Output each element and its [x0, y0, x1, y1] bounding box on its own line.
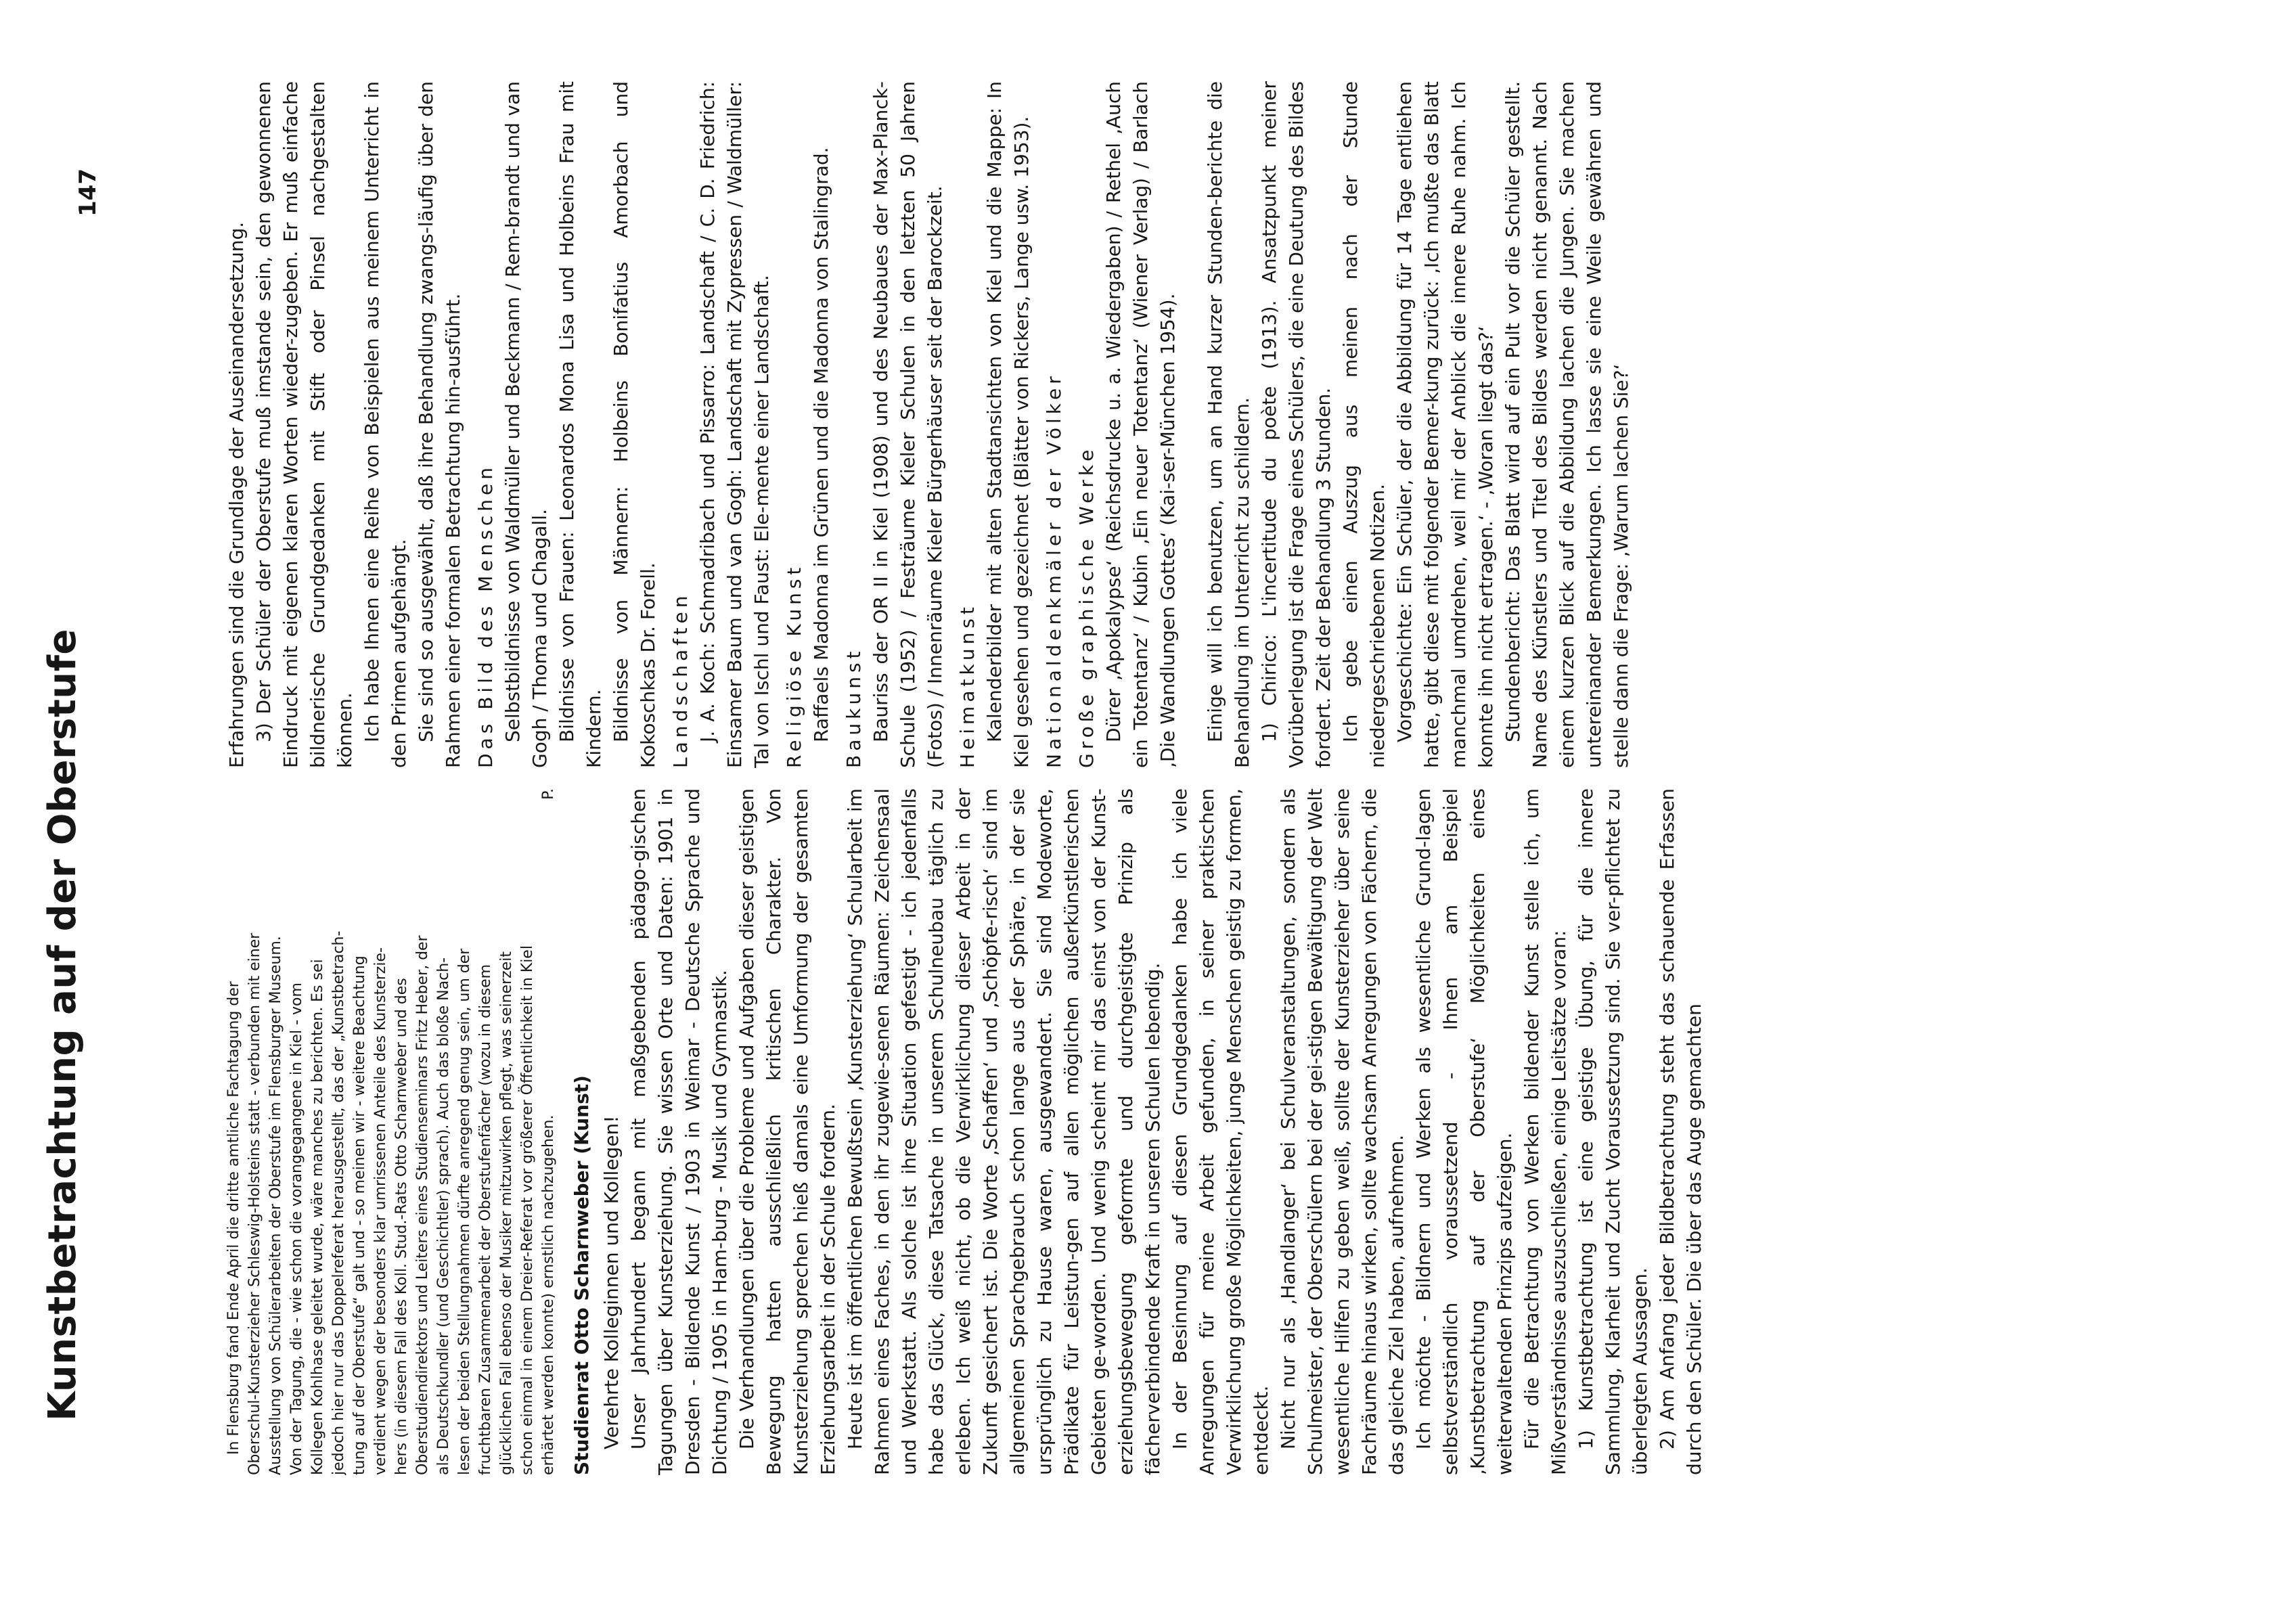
paragraph: Stundenbericht: Das Blatt wird auf ein Pult vor die Schüler gestellt. Name des Künstlers und Titel des Bildes werden nicht genannt. Nach einem kurzen Blick auf die Abbildung lachen die Jungen. Sie machen untereinander Bemerkungen. Ich lasse sie eine Weile gewähren und stelle dann die Frage: ‚Warum lachen Sie?‘	[1502, 81, 1632, 768]
paragraph: Ich möchte - Bildnern und Werken als wesentliche Grund-lagen selbstverständlich voraussetzend - Ihnen am Beispiel ‚Kunstbetrachtung auf der Oberstufe‘ Möglichkeiten eines weiterwaltenden Prinzips aufzeigen.	[1412, 788, 1516, 1475]
paragraph: Bauriss der OR II in Kiel (1908) und des Neubaues der Max-Planck-Schule (1952) / Festräume Kieler Schulen in den letzten 50 Jahren (Fotos) / Innenräume Kieler Bürgerhäuser seit der Barockzeit.	[870, 81, 946, 768]
intro-signature: P.	[540, 788, 557, 800]
paragraph: Bildnisse von Frauen: Leonardos Mona Lisa und Holbeins Frau mit Kindern.	[556, 81, 605, 768]
intro-note-line: fruchtbaren Zusammenarbeit der Oberstufenfächer (wozu in diesem	[477, 964, 494, 1475]
speaker-heading: Studienrat Otto Scharnweber (Kunst)	[570, 1075, 593, 1475]
paragraph: Heute ist im öffentlichen Bewußtsein ‚Kunsterziehung‘ Schularbeit im Rahmen eines Faches, in den ihr zugewie-senen Räumen: Zeichensaal und Werkstatt. Als solche ist ihre Situation gefestigt - ich jedenfalls habe das Glück, diese Tatsache in unserem Schulneubau täglich zu erleben. Ich weiß nicht, ob die Verwirklichung dieser Arbeit in der Zukunft gesichert ist. Die Worte ‚Schaffen‘ und ‚Schöpfe-risch‘ sind im allgemeinen Sprachgebrauch schon lange aus der Sphäre, in der sie ursprünglich zu Hause waren, ausgewandert. Sie sind Modeworte, Prädikate für Leistun-gen auf allen möglichen außerkünstlerischen Gebieten ge-worden. Und wenig scheint mir das einst von der Kunst-erziehungsbewegung geformte und durchgeistigte Prinzip als fächerverbindende Kraft in unseren Schulen lebendig.	[844, 788, 1164, 1475]
paragraph: J. A. Koch: Schmadribach und Pissarro: Landschaft / C. D. Friedrich: Einsamer Baum und van Gogh: Landschaft mit Zypressen / Waldmüller: Tal von Ischl und Faust: Ele-mente einer Landschaft.	[696, 81, 773, 768]
paragraph: Unser Jahrhundert begann mit maßgebenden pädago-gischen Tagungen über Kunsterziehung. Sie wissen Orte und Daten: 1901 in Dresden - Bildende Kunst / 1903 in Weimar - Deutsche Sprache und Dichtung / 1905 in Ham-burg - Musik und Gymnastik.	[627, 788, 731, 1475]
intro-note-line: tung auf der Oberstufe“ galt und - so meinen wir - weitere Beachtung	[351, 955, 368, 1475]
intro-note-line: lesen der beiden Stellungnahmen dürfte anregend genug sein, um der	[456, 948, 473, 1475]
paragraph: Nicht nur als ‚Handlanger‘ bei Schulveranstaltungen, sondern als Schulmeister, der Oberschülern bei der gei-stigen Bewältigung der Welt wesentliche Hilfen zu geben weiß, sollte der Kunsterzieher über seine Fachräume hinaus wirken, sollte wachsam Anregungen von Fächern, die das gleiche Ziel haben, aufnehmen.	[1277, 788, 1408, 1475]
section-heading: Nationaldenkmäler der Völker	[1043, 372, 1065, 768]
intro-note-line: als Deutschkundler (und Geschichtler) sprach). Auch das bloße Nach-	[435, 957, 452, 1475]
section-heading: Baukunst	[843, 647, 865, 768]
section-heading: Das Bild des Menschen	[474, 464, 497, 768]
intro-note-line: verdient wegen der besonders klar umrissenen Anteile des Kunsterzie-	[372, 947, 389, 1475]
right-column	[223, 81, 2037, 768]
left-column	[223, 788, 2037, 1475]
intro-note-line: glücklichen Fall ebenso der Musiker mitzuwirken pflegt, was seinerzeit	[498, 951, 515, 1475]
intro-note-line: Oberstudiendirektors und Leiters eines Studienseminars Fritz Heber, der	[414, 935, 431, 1475]
right-column-text	[223, 81, 1635, 768]
paragraph-gap	[1182, 81, 1202, 768]
intro-note-box	[223, 788, 559, 1475]
paragraph: 3) Der Schüler der Oberstufe muß imstande sein, den gewonnenen Eindruck mit eigenen klaren Worten wieder-zugeben. Er muß einfache bildnerische Grundgedanken mit Stift oder Pinsel nachgestalten können.	[252, 81, 356, 768]
left-column-text	[598, 788, 1708, 1475]
intro-note-line: jedoch hier nur das Doppelreferat herausgestellt, das der „Kunstbetrach-	[330, 930, 347, 1475]
paragraph: Vorgeschichte: Ein Schüler, der die Abbildung für 14 Tage entliehen hatte, gibt diese mit folgender Bemer-kung zurück: ‚Ich mußte das Blatt manchmal umdrehen, weil mir der Anblick die innere Ruhe nahm. Ich konnte ihn nicht ertragen.‘ - ‚Woran liegt das?‘	[1393, 81, 1497, 768]
intro-note-line: hers (in diesem Fall des Koll. Stud.-Rats Otto Scharnweber und des	[393, 978, 410, 1475]
paragraph: 2) Am Anfang jeder Bildbetrachtung steht das schauende Erfassen durch den Schüler. Die über das Auge gemachten	[1656, 788, 1705, 1475]
paragraph: Raffaels Madonna im Grünen und die Madonna von Stalingrad.	[810, 147, 832, 742]
paragraph: 1) Chirico: L'incertitude du poète (1913). Ansatzpunkt meiner Vorüberlegung ist die Frage eines Schülers, die eine Deutung des Bildes fordert. Zeit der Behandlung 3 Stunden.	[1258, 81, 1334, 768]
paragraph: Ich habe Ihnen eine Reihe von Beispielen aus meinem Unterricht in den Primen aufgehängt.	[361, 81, 410, 768]
intro-note-line: In Flensburg fand Ende April die dritte amtliche Fachtagung der	[225, 981, 242, 1455]
section-heading: Große graphische Werke	[1075, 445, 1098, 768]
paragraph: Verehrte Kolleginnen und Kollegen!	[600, 1115, 623, 1449]
paragraph: Erfahrungen sind die Grundlage der Auseinandersetzung.	[225, 221, 248, 768]
section-heading: Landschaften	[669, 591, 692, 768]
paragraph: Selbstbildnisse von Waldmüller und Beckmann / Rem-brandt und van Gogh / Thoma und Chagall.	[501, 81, 551, 768]
paragraph: Kalenderbilder mit alten Stadtansichten von Kiel und die Mappe: In Kiel gesehen und gezeichnet (Blätter von Rickers, Lange usw. 1953).	[983, 81, 1033, 768]
section-heading: Heimatkunst	[956, 603, 979, 768]
section-heading: Religiöse Kunst	[783, 563, 805, 768]
page-title: Kunstbetrachtung auf der Oberstufe	[41, 629, 85, 1421]
intro-note-line: Ausstellung von Schülerarbeiten der Oberstufe im Flensburger Museum.	[267, 936, 284, 1475]
paragraph: Sie sind so ausgewählt, daß ihre Behandlung zwangs-läufig über den Rahmen einer formalen Betrachtung hin-ausführt.	[415, 81, 464, 768]
paragraph: 1) Kunstbetrachtung ist eine geistige Übung, für die innere Sammlung, Klarheit und Zucht Voraussetzung sind. Sie ver-pflichtet zu überlegten Aussagen.	[1575, 788, 1651, 1475]
paragraph: Einige will ich benutzen, um an Hand kurzer Stunden-berichte die Behandlung im Unterricht zu schildern.	[1204, 81, 1253, 768]
intro-note-line: schon einmal in einem Dreier-Referat vor größerer Öffentlichkeit in Kiel	[519, 945, 536, 1475]
paragraph: Die Verhandlungen über die Probleme und Aufgaben dieser geistigen Bewegung hatten ausschließlich kritischen Charakter. Von Kunsterziehung sprechen hieß damals eine Umformung der gesamten Erziehungsarbeit in der Schule fordern.	[736, 788, 839, 1475]
intro-note-line: Kollegen Kohlhase geleitet wurde, wäre manches zu berichten. Es sei	[309, 959, 326, 1475]
paragraph: Ich gebe einen Auszug aus meinen nach der Stunde niedergeschriebenen Notizen.	[1339, 81, 1389, 768]
intro-note-line: erhärtet werden konnte) ernstlich nachzugehen.	[540, 1114, 557, 1475]
intro-note-line: Oberschul-Kunsterzieher Schleswig-Holsteins statt - verbunden mit einer	[246, 932, 263, 1475]
intro-note-line: Von der Tagung, die - wie schon die vorangegangene in Kiel - vom	[288, 983, 305, 1475]
page-number: 147	[74, 168, 102, 217]
paragraph: Dürer ‚Apokalypse‘ (Reichsdrucke u. a. Wiedergaben) / Rethel ‚Auch ein Totentanz‘ / Kubin ‚Ein neuer Totentanz‘ (Wiener Verlag) / Barlach ‚Die Wandlungen Gottes‘ (Kai-ser-München 1954).	[1102, 81, 1179, 768]
paragraph: Bildnisse von Männern: Holbeins Bonifatius Amorbach und Kokoschkas Dr. Forell.	[610, 81, 659, 768]
paragraph: In der Besinnung auf diesen Grundgedanken habe ich viele Anregungen für meine Arbeit gefunden, in seiner praktischen Verwirklichung große Möglichkeiten, junge Menschen geistig zu formen, entdeckt.	[1169, 788, 1272, 1475]
paragraph: Für die Betrachtung von Werken bildender Kunst stelle ich, um Mißverständnisse auszuschließen, einige Leitsätze voran:	[1521, 788, 1570, 1475]
